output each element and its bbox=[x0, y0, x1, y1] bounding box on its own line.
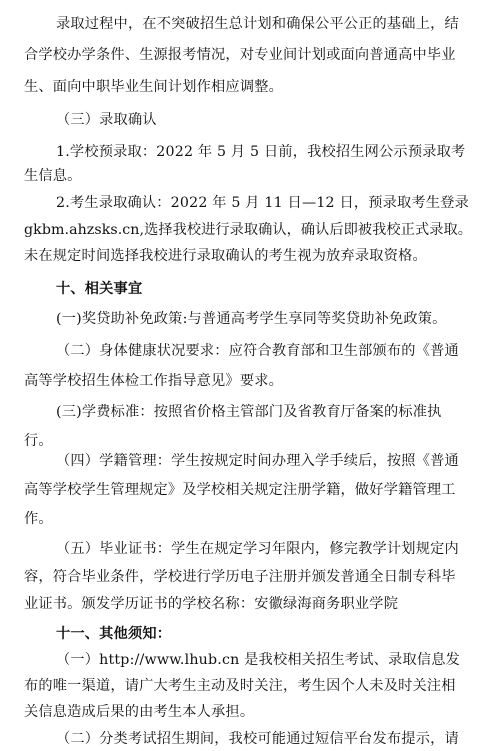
section-heading: 十、相关事宜 bbox=[56, 281, 143, 297]
section-subheading: （三）录取确认 bbox=[56, 112, 157, 128]
paragraph-line: 录取过程中，在不突破招生总计划和确保公平公正的基础上，结 bbox=[56, 16, 459, 32]
paragraph-line: 业证书。颁发学历证书的学校名称：安徽绿海商务职业学院 bbox=[24, 596, 399, 612]
paragraph-line: (三)学费标准：按照省价格主管部门及省教育厅备案的标准执 bbox=[56, 404, 442, 420]
paragraph-line: 容，符合毕业条件，学校进行学历电子注册并颁发普通全日制专科毕 bbox=[24, 569, 456, 585]
paragraph-line: （五）毕业证书：学生在规定学习年限内，修完教学计划规定内 bbox=[56, 541, 459, 557]
paragraph-line: 2.考生录取确认：2022 年 5 月 11 日—12 日，预录取考生登录 bbox=[56, 195, 469, 211]
paragraph-line: (一)奖贷助补免政策:与普通高考学生享同等奖贷助补免政策。 bbox=[56, 311, 447, 327]
paragraph-line: 高等学校学生管理规定》及学校相关规定注册学籍，做好学籍管理工 bbox=[24, 482, 456, 498]
paragraph-line: 未在规定时间选择我校进行录取确认的考生视为放弃录取资格。 bbox=[24, 248, 427, 264]
paragraph-line: （二）分类考试招生期间，我校可能通过短信平台发布提示，请 bbox=[56, 731, 459, 747]
paragraph-line: 合学校办学条件、生源报考情况，对专业间计划或面向普通高中毕业 bbox=[24, 47, 456, 63]
paragraph-line: gkbm.ahzsks.cn,选择我校进行录取确认，确认后即被我校正式录取。 bbox=[24, 222, 472, 238]
paragraph-line: （二）身体健康状况要求：应符合教育部和卫生部颁布的《普通 bbox=[56, 343, 459, 359]
paragraph-line: 生、面向中职毕业生间计划作相应调整。 bbox=[24, 79, 283, 95]
paragraph-line: 作。 bbox=[24, 511, 53, 527]
paragraph-line: 关信息造成后果的由考生本人承担。 bbox=[24, 704, 255, 720]
paragraph-line: 1.学校预录取：2022 年 5 月 5 日前，我校招生网公示预录取考 bbox=[56, 144, 466, 160]
paragraph-line: （四）学籍管理：学生按规定时间办理入学手续后，按照《普通 bbox=[56, 453, 459, 469]
paragraph-line: 高等学校招生体检工作指导意见》要求。 bbox=[24, 373, 283, 389]
paragraph-line: （一）http://www.lhub.cn 是我校相关招生考试、录取信息发 bbox=[56, 652, 460, 668]
section-heading: 十一、其他须知： bbox=[56, 626, 172, 642]
paragraph-line: 生信息。 bbox=[24, 168, 82, 184]
paragraph-line: 行。 bbox=[24, 433, 53, 449]
paragraph-line: 布的唯一渠道，请广大考生主动及时关注，考生因个人未及时关注相 bbox=[24, 678, 456, 694]
